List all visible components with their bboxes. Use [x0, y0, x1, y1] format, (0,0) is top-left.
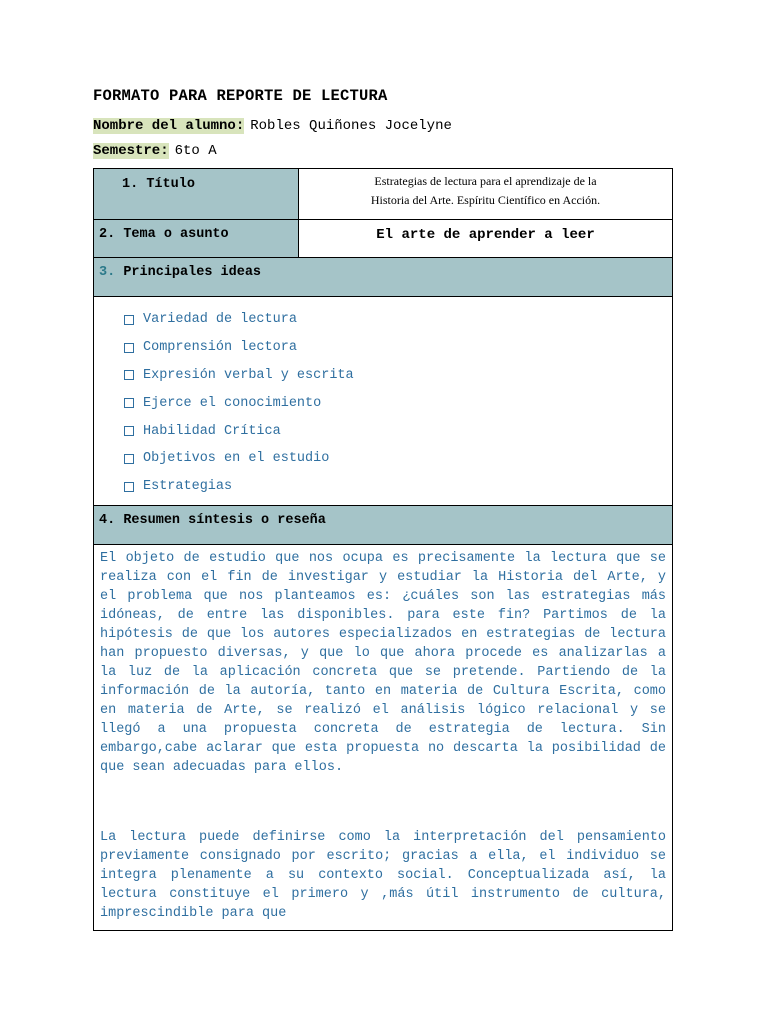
row-divider: [94, 296, 672, 297]
titulo-value-line2: Historia del Arte. Espíritu Científico en Acción.: [370, 193, 601, 207]
list-item: [124, 445, 354, 473]
tema-number: 2.: [99, 227, 116, 242]
checkbox-icon: [124, 370, 134, 380]
checkbox-icon: [124, 482, 134, 492]
semester-value: 6to A: [174, 143, 217, 159]
semester-label: Semestre:: [93, 143, 169, 159]
row-divider: [94, 544, 672, 545]
list-item: [124, 362, 354, 390]
checkbox-icon: [124, 315, 134, 325]
ideas-header: [94, 258, 672, 296]
titulo-value-line1: Estrategias de lectura para el aprendizaje de la: [374, 174, 597, 188]
idea-text: Ejerce el conocimiento: [143, 395, 322, 411]
checkbox-icon: [124, 454, 134, 464]
tema-value: El arte de aprender a leer: [376, 227, 595, 243]
idea-text: Habilidad Crítica: [143, 423, 281, 439]
resumen-label: [99, 513, 326, 528]
resumen-paragraph-1: El objeto de estudio que nos ocupa es precisamente la lectura que se realiza con el fin de investigar y estudiar la Historia del Arte, y el problema que nos planteamos es: ¿cuáles son las estrategias más idóneas, de entre las disponibles. para este fin? Partimos de la hipótesis de que los autores especializados en estrategias de lectura han propuesto diversas, y que lo que ahora procede es analizarlas a la luz de la aplicación concreta que se pretende. Partiendo de la información de la autoría, tanto en materia de Cultura Escrita, como en materia de Arte, se realizó el análisis lógico relacional y se llegó a una propuesta concreta de estrategia de lectura. Sin embargo,cabe aclarar que esta propuesta no descarta la posibilidad de que sean adecuadas para ellos.: [100, 551, 666, 775]
titulo-label: [122, 177, 195, 192]
tema-label-cell: [94, 220, 298, 257]
list-item: [124, 417, 354, 445]
resumen-number: 4.: [99, 513, 116, 528]
ideas-number: 3.: [99, 265, 116, 280]
tema-label-text: Tema o asunto: [123, 227, 229, 242]
ideas-label-text: Principales ideas: [123, 265, 262, 280]
list-item: [124, 473, 354, 501]
idea-text: Expresión verbal y escrita: [143, 367, 354, 383]
checkbox-icon: [124, 426, 134, 436]
idea-text: Estrategias: [143, 479, 233, 495]
ideas-label: [99, 265, 261, 280]
list-item: [124, 306, 354, 334]
titulo-label-cell: [94, 169, 298, 219]
titulo-number: 1.: [122, 177, 139, 192]
idea-text: Comprensión lectora: [143, 340, 297, 356]
resumen-paragraph-2: La lectura puede definirse como la interpretación del pensamiento previamente consignado por escrito; gracias a ella, el individuo se integra plenamente a su contexto social. Conceptualizada así, la lectura constituye el primero y ,más útil instrumento de cultura, imprescindible para que: [100, 830, 666, 921]
checkbox-icon: [124, 398, 134, 408]
idea-text: Variedad de lectura: [143, 312, 297, 328]
list-item: [124, 389, 354, 417]
idea-text: Objetivos en el estudio: [143, 451, 330, 467]
resumen-label-text: Resumen síntesis o reseña: [123, 513, 326, 528]
tema-label: [99, 227, 229, 242]
student-row: [93, 118, 452, 134]
resumen-header: [94, 506, 672, 544]
titulo-value-cell: [299, 169, 672, 219]
checkbox-icon: [124, 343, 134, 353]
student-name: Robles Quiñones Jocelyne: [250, 118, 452, 134]
report-table: [93, 168, 673, 931]
titulo-label-text: Título: [146, 177, 195, 192]
semester-row: [93, 143, 217, 159]
document-title: FORMATO PARA REPORTE DE LECTURA: [93, 87, 388, 105]
student-label: Nombre del alumno:: [93, 118, 245, 134]
list-item: [124, 334, 354, 362]
ideas-list: [124, 306, 354, 501]
